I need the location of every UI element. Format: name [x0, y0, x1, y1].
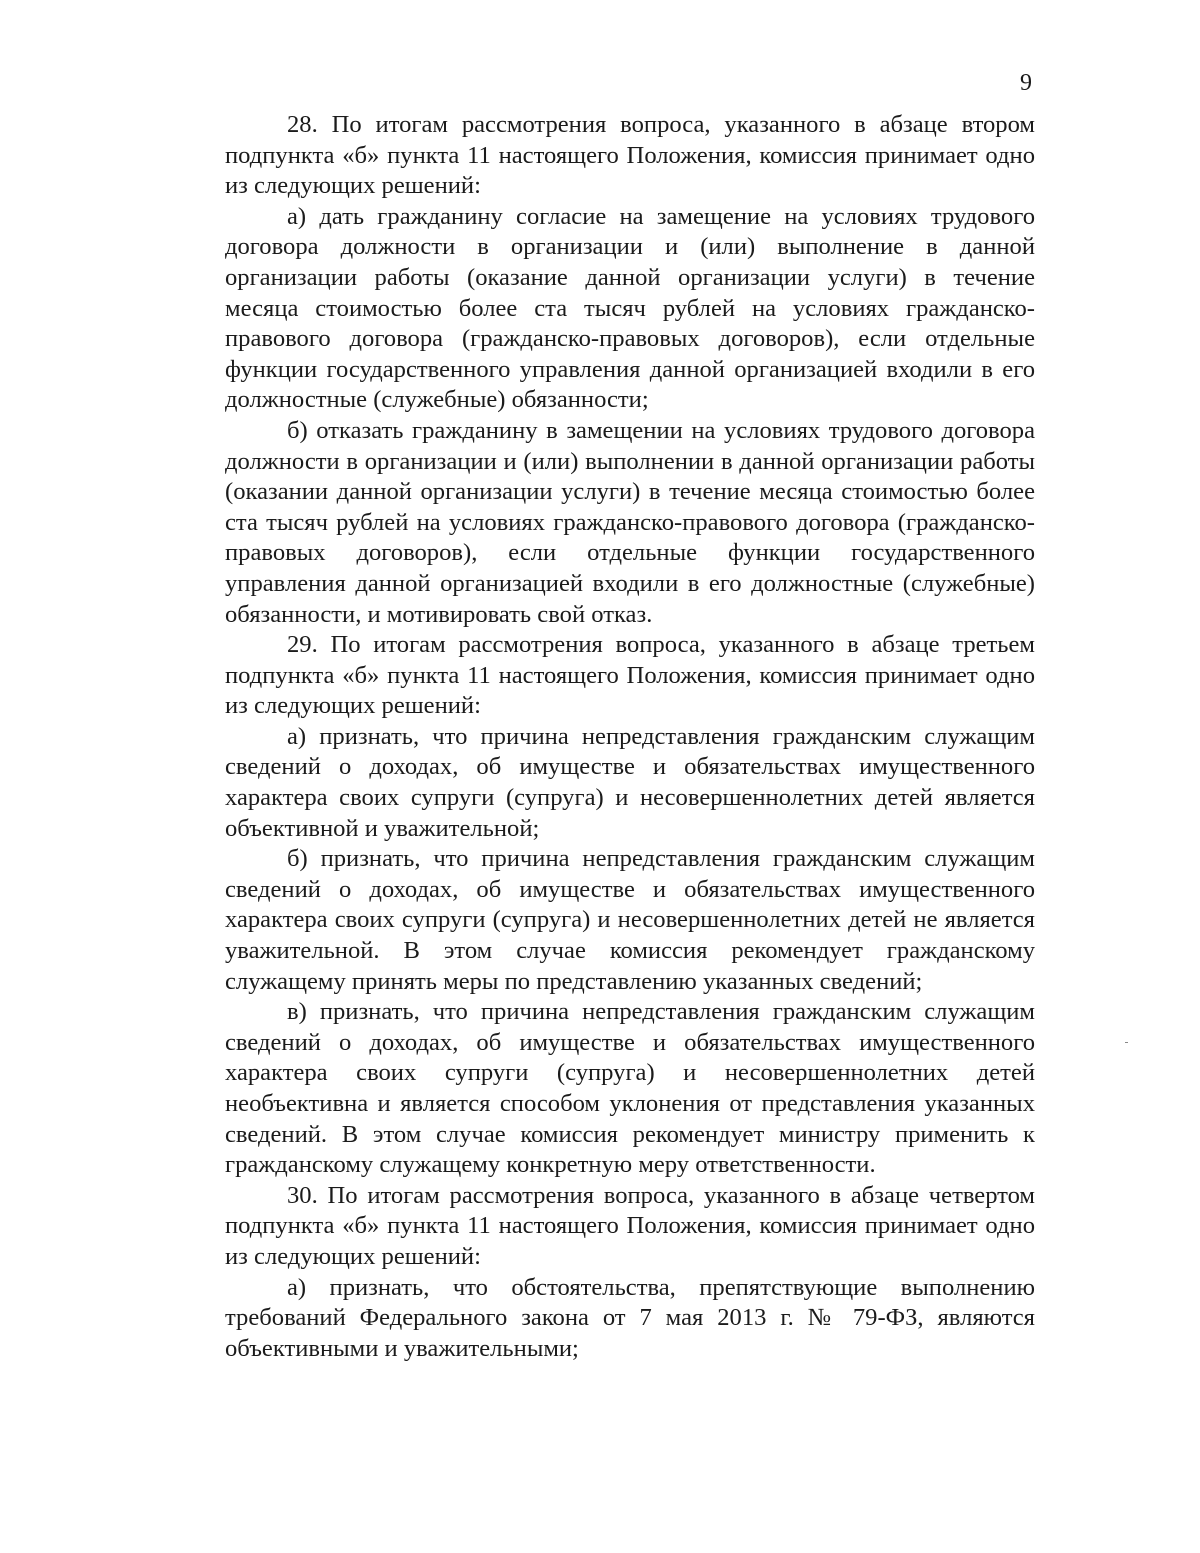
- document-body: [225, 110, 1035, 1364]
- paragraph-30: 30. По итогам рассмотрения вопроса, указанного в абзаце четвертом подпункта «б» пункта 11 настоящего Положения, комиссия принимает одно из следующих решений:: [225, 1181, 1035, 1270]
- scan-speck: [1125, 1042, 1128, 1043]
- paragraph-29-a: а) признать, что причина непредставления гражданским служащим сведений о доходах, об имуществе и обязательствах имущественного характера своих супруги (супруга) и несовершеннолетних детей является объективной и уважительной;: [225, 722, 1035, 842]
- paragraph-29-b: б) признать, что причина непредставления гражданским служащим сведений о доходах, об имуществе и обязательствах имущественного характера своих супруги (супруга) и несовершеннолетних детей не является уважительной. В этом случае комиссия рекомендует гражданскому служащему принять меры по представлению указанных сведений;: [225, 845, 1035, 995]
- paragraph-29: 29. По итогам рассмотрения вопроса, указанного в абзаце третьем подпункта «б» пункта 11 настоящего Положения, комиссия принимает одно из следующих решений:: [225, 631, 1035, 720]
- paragraph-28: 28. По итогам рассмотрения вопроса, указанного в абзаце втором подпункта «б» пункта 11 настоящего Положения, комиссия принимает одно из следующих решений:: [225, 111, 1035, 200]
- paragraph-29-v: в) признать, что причина непредставления гражданским служащим сведений о доходах, об имуществе и обязательствах имущественного характера своих супруги (супруга) и несовершеннолетних детей необъективна и является способом уклонения от представления указанных сведений. В этом случае комиссия рекомендует министру применить к гражданскому служащему конкретную меру ответственности.: [225, 998, 1035, 1179]
- page-number: 9: [1020, 70, 1032, 96]
- paragraph-28-b: б) отказать гражданину в замещении на условиях трудового договора должности в организации и (или) выполнении в данной организации работы (оказании данной организации услуги) в течение месяца стоимостью более ста тысяч рублей на условиях гражданско-правового договора (гражданско-правовых договоров), если отдельные функции государственного управления данной организацией входили в его должностные (служебные) обязанности, и мотивировать свой отказ.: [225, 416, 1035, 628]
- paragraph-30-a: а) признать, что обстоятельства, препятствующие выполнению требований Федерального закона от 7 мая 2013 г. № 79-ФЗ, являются объективными и уважительными;: [225, 1273, 1035, 1362]
- paragraph-28-a: а) дать гражданину согласие на замещение на условиях трудового договора должности в организации и (или) выполнение в данной организации работы (оказание данной организации услуги) в течение месяца стоимостью более ста тысяч рублей на условиях гражданско-правового договора (гражданско-правовых договоров), если отдельные функции государственного управления данной организацией входили в его должностные (служебные) обязанности;: [225, 202, 1035, 414]
